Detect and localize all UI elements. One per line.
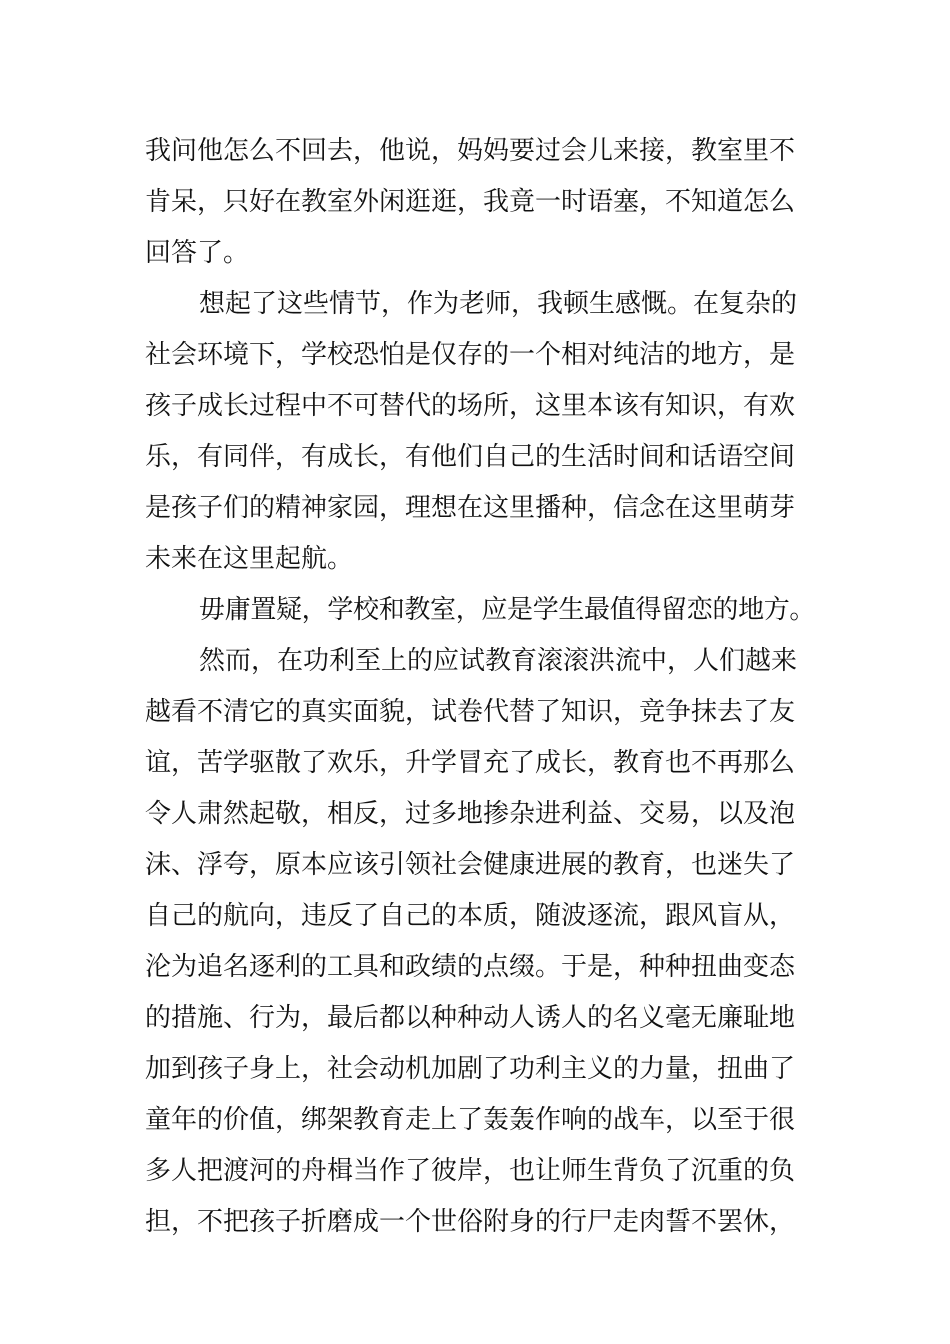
text-line: 越看不清它的真实面貌，试卷代替了知识，竞争抹去了友 (145, 697, 796, 727)
text-line: 未来在这里起航。 (145, 544, 354, 574)
text-line: 自己的航向，违反了自己的本质，随波逐流，跟风盲从， (145, 901, 796, 931)
text-line: 想起了这些情节，作为老师，我顿生感慨。在复杂的 (199, 289, 798, 319)
text-line: 肯呆，只好在教室外闲逛逛，我竟一时语塞，不知道怎么 (145, 187, 796, 217)
text-line: 我问他怎么不回去，他说，妈妈要过会儿来接，教室里不 (145, 136, 796, 166)
text-line: 沦为追名逐利的工具和政绩的点缀。于是，种种扭曲变态 (145, 952, 796, 982)
text-line: 童年的价值，绑架教育走上了轰轰作响的战车，以至于很 (145, 1105, 796, 1135)
text-line: 是孩子们的精神家园，理想在这里播种，信念在这里萌芽 (145, 493, 796, 523)
text-line: 多人把渡河的舟楫当作了彼岸，也让师生背负了沉重的负 (145, 1156, 796, 1186)
text-line: 乐，有同伴，有成长，有他们自己的生活时间和话语空间 (145, 442, 796, 472)
text-line: 令人肃然起敬，相反，过多地掺杂进利益、交易，以及泡 (145, 799, 796, 829)
text-line: 社会环境下，学校恐怕是仅存的一个相对纯洁的地方，是 (145, 340, 796, 370)
text-line: 毋庸置疑，学校和教室，应是学生最值得留恋的地方。 (199, 595, 816, 625)
body-text (145, 126, 815, 1248)
text-line: 担，不把孩子折磨成一个世俗附身的行尸走肉誓不罢休， (145, 1207, 796, 1237)
text-line: 的措施、行为，最后都以种种动人诱人的名义毫无廉耻地 (145, 1003, 796, 1033)
text-line: 加到孩子身上，社会动机加剧了功利主义的力量，扭曲了 (145, 1054, 796, 1084)
text-line: 然而，在功利至上的应试教育滚滚洪流中，人们越来 (199, 646, 798, 676)
text-line: 孩子成长过程中不可替代的场所，这里本该有知识，有欢 (145, 391, 796, 421)
text-line: 沫、浮夸，原本应该引领社会健康进展的教育，也迷失了 (145, 850, 796, 880)
text-line: 回答了。 (145, 238, 250, 268)
text-line: 谊，苦学驱散了欢乐，升学冒充了成长，教育也不再那么 (145, 748, 796, 778)
